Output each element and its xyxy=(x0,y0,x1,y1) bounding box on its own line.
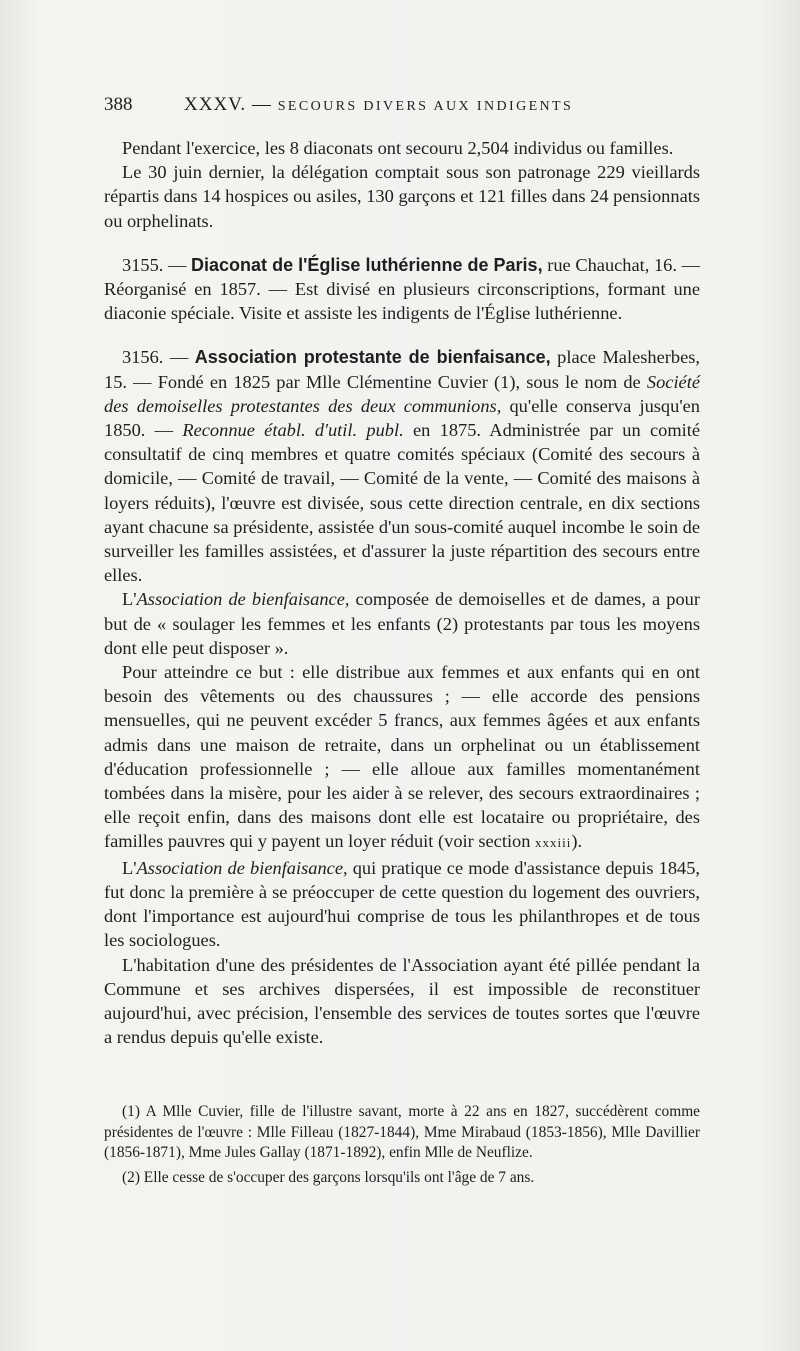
entry-text: en 1875. Administrée par un comité consultatif de cinq membres et quatre comités spéciaux (Comité des secours à domicile, — Comité de travail, — Comité de la vente, — Comité des maisons à loyers réduits), l'œuvre est divisée, sous cette direction centrale, en dix sections ayant chacune sa présidente, assistée d'un sous-comité auquel incombe le soin de surveiller les familles assistées, et d'assurer la juste répartition des secours entre elles. xyxy=(104,420,701,586)
footnote-1: (1) A Mlle Cuvier, fille de l'illustre savant, morte à 22 ans en 1827, succédèrent comme présidentes de l'œuvre : Mlle Filleau (1827-1844), Mme Mirabaud (1853-1856), Mlle Davillier (1856-1871), Mme Jules Gallay (1871-1892), enfin Mlle de Neuflize. xyxy=(104,1103,700,1161)
entry-title: Diaconat de l'Église luthérienne de Paris, xyxy=(191,254,543,275)
section-title: SECOURS DIVERS AUX INDIGENTS xyxy=(277,99,574,114)
entry-text: place Malesherbes, 15. — Fondé en 1825 par Mlle Clémentine Cuvier (1), sous le nom de xyxy=(104,347,700,392)
spacer xyxy=(104,233,700,253)
entry-recognition: Reconnue établ. d'util. publ. xyxy=(182,420,404,441)
text-run: L' xyxy=(122,857,137,878)
text-run: Pour atteindre ce but : elle distribue aux femmes et aux enfants qui en ont besoin des vêtements ou des chaussures ; — elle accorde des pensions mensuelles, qui ne peuvent excéder 5 francs, aux femmes âgées et aux enfants admis dans une maison de retraite, dans un orphelinat ou un établissement d'éducation professionnelle ; — elle alloue aux familles momentanément tombées dans la misère, pour les aider à se relever, des secours extraordinaires ; elle reçoit enfin, dans des maisons dont elle est locataire ou propriétaire, des familles pauvres qui y payent un loyer réduit (voir section xyxy=(104,662,700,852)
entry-title: Association protestante de bienfaisance, xyxy=(194,347,551,368)
footnotes xyxy=(104,1102,700,1188)
running-head xyxy=(184,93,573,119)
association-name: Association de bienfaisance, xyxy=(136,857,348,878)
entry-number: 3156. — xyxy=(122,347,195,368)
page-number: 388 xyxy=(104,94,133,115)
paragraph-diaconats-total: Pendant l'exercice, les 8 diaconats ont secouru 2,504 individus ou familles. xyxy=(122,138,674,158)
footnote-2: (2) Elle cesse de s'occuper des garçons lorsqu'ils ont l'âge de 7 ans. xyxy=(122,1168,535,1186)
text-run: L' xyxy=(122,589,137,610)
association-name: Association de bienfaisance, xyxy=(136,589,350,610)
paragraph-delegation: Le 30 juin dernier, la délégation comptait sous son patronage 229 vieillards répartis dans 14 hospices ou asiles, 130 garçons et 121 filles dans 24 pensionnats ou orphelinats. xyxy=(104,162,700,231)
spacer xyxy=(104,325,700,345)
text-run: qui pratique ce mode d'assistance depuis 1845, fut donc la première à se préoccuper de cette question du logement des ouvriers, dont l'importance est aujourd'hui comprise de tous les philanthropes et de tous les sociologues. xyxy=(104,857,701,951)
paragraph-purpose xyxy=(104,587,700,660)
main-text xyxy=(104,136,700,1049)
text-run: composée de demoiselles et de dames, a pour but de « soulager les femmes et les enfants (2) protestants par tous les moyens dont elle peut disposer ». xyxy=(104,589,700,658)
text-run: ). xyxy=(571,831,583,852)
section-reference: xxxiii xyxy=(535,835,572,851)
paragraph-means xyxy=(104,660,700,856)
chapter-number: XXXV. — xyxy=(184,94,278,115)
paragraph-archives: L'habitation d'une des présidentes de l'Association ayant été pillée pendant la Commune et ses archives dispersées, il est impossible de reconstituer aujourd'hui, avec précision, l'ensemble des services de toutes sortes que l'œuvre a rendus depuis qu'elle existe. xyxy=(104,954,700,1048)
entry-3156 xyxy=(104,345,700,587)
entry-former-name: Société des demoiselles protestantes des deux communions, xyxy=(104,371,700,416)
entry-3155 xyxy=(104,253,700,326)
entry-text: qu'elle conserva jusqu'en 1850. — xyxy=(104,395,700,441)
paragraph-housing xyxy=(104,856,700,953)
entry-text: rue Chauchat, 16. — Réorganisé en 1857. — Est divisé en plusieurs circonscriptions, formant une diaconie spéciale. Visite et assiste les indigents de l'Église luthérienne. xyxy=(104,254,700,324)
entry-number: 3155. — xyxy=(122,254,192,275)
